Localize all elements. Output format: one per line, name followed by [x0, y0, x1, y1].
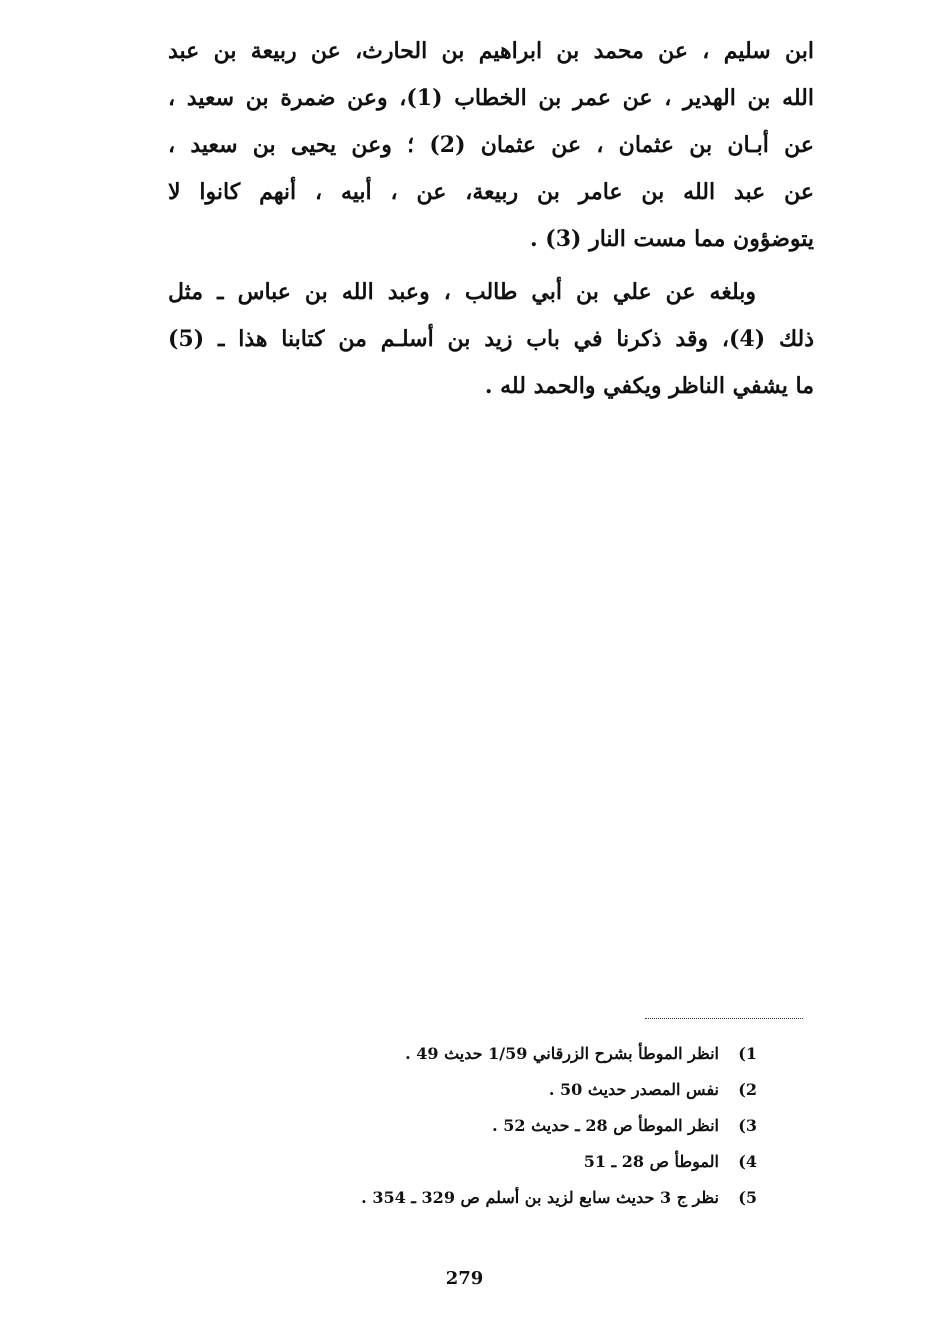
text-line: عن عبد الله بن عامر بن ربيعة، عن ، أبيه ، أنهم كانوا لا: [168, 179, 814, 205]
text-line: الله بن الهدير ، عن عمر بن الخطاب (1)، وعن ضمرة بن سعيد ،: [168, 85, 814, 111]
paragraph-1: [168, 28, 814, 263]
text-line: يتوضؤون مما مست النار (3) .: [529, 226, 814, 252]
footnote-text: الموطأ ص 28 ـ 51: [583, 1152, 719, 1171]
body-text: [168, 28, 814, 410]
footnote-divider: [645, 1018, 803, 1019]
footnote-text: انظر الموطأ ص 28 ـ حديث 52 .: [492, 1116, 719, 1135]
footnote-text: انظر الموطأ بشرح الزرقاني 1/59 حديث 49 .: [405, 1044, 719, 1063]
footnote-item: [237, 1180, 757, 1216]
footnote-item: [237, 1144, 757, 1180]
text-line: عن أبـان بن عثمان ، عن عثمان (2) ؛ وعن يحيى بن سعيد ،: [168, 132, 814, 158]
footnote-number: 3): [738, 1116, 757, 1135]
footnote-number: 2): [738, 1080, 757, 1099]
text-line: ابن سليم ، عن محمد بن ابراهيم بن الحارث، عن ربيعة بن عبد: [168, 38, 814, 64]
text-line: ما يشفي الناظر ويكفي والحمد لله .: [484, 373, 814, 399]
footnote-number: 1): [738, 1044, 757, 1063]
text-line: وبلغه عن علي بن أبي طالب ، وعبد الله بن عباس ـ مثل: [168, 279, 756, 305]
footnote-item: [237, 1036, 757, 1072]
text-line: ذلك (4)، وقد ذكرنا في باب زيد بن أسلـم من كتابنا هذا ـ (5): [168, 326, 815, 352]
footnote-text: نفس المصدر حديث 50 .: [548, 1080, 719, 1099]
footnote-text: نظر ج 3 حديث سابع لزيد بن أسلم ص 329 ـ 354 .: [361, 1188, 719, 1207]
footnote-item: [237, 1108, 757, 1144]
footnote-number: 5): [738, 1188, 757, 1207]
footnote-item: [237, 1072, 757, 1108]
footnote-number: 4): [738, 1152, 757, 1171]
footnotes: [237, 1036, 757, 1216]
paragraph-2: [168, 269, 814, 410]
page-number: 279: [445, 1268, 484, 1289]
